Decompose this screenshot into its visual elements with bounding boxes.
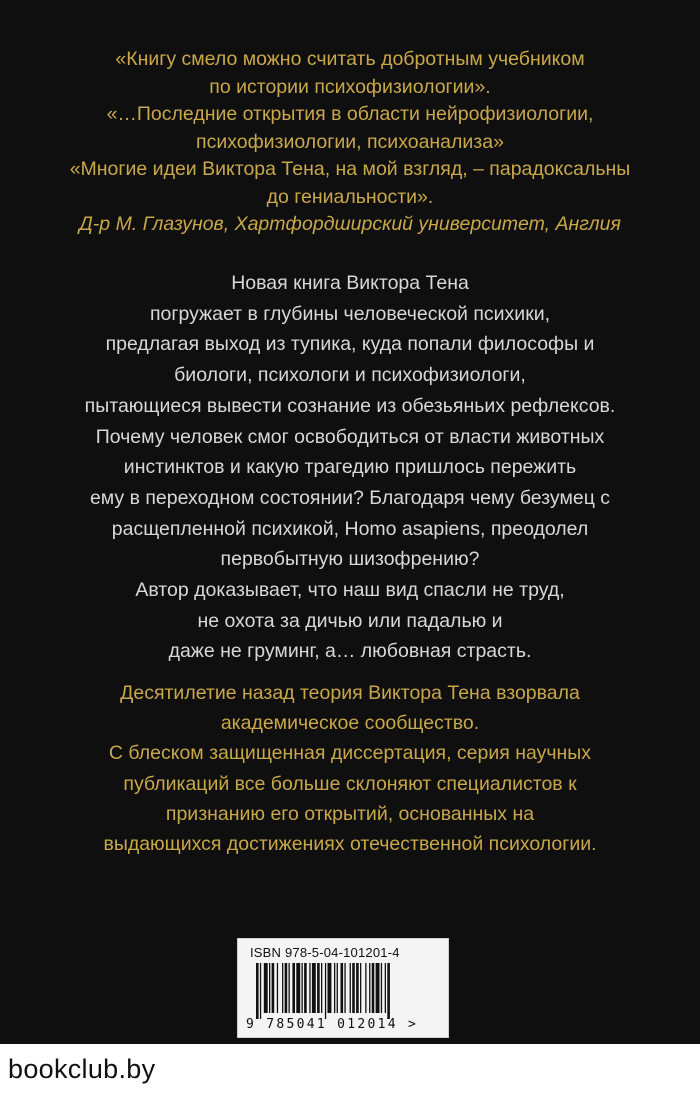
quote-line: «Многие идеи Виктора Тена, на мой взгляд, – парадоксальны — [69, 158, 631, 180]
highlight-line: Десятилетие назад теория Виктора Тена взорвала — [120, 682, 580, 704]
barcode-bar — [282, 963, 283, 1013]
review-quotes — [0, 46, 700, 239]
barcode-bar — [337, 963, 338, 1013]
barcode-digits: 9 785041 012014 > — [246, 1017, 419, 1032]
barcode-bar — [304, 963, 307, 1013]
description-line: Новая книга Виктора Тена — [231, 272, 469, 294]
barcode-bar — [376, 963, 380, 1013]
barcode-bar — [302, 963, 303, 1013]
barcode-bar — [334, 963, 335, 1013]
barcode-bar — [289, 963, 290, 1013]
isbn-barcode-box — [237, 938, 449, 1038]
description-line: предлагая выход из тупика, куда попали философы и — [105, 333, 595, 356]
description-line: первобытную шизофрению? — [220, 548, 480, 571]
description-line: не охота за дичью или падалью и — [197, 609, 503, 632]
highlight-line: С блеском защищенная диссертация, серия научных — [108, 742, 592, 765]
quote-line: по истории психофизиологии». — [209, 75, 491, 98]
description-line: Автор доказывает, что наш вид спасли не труд, — [135, 579, 565, 602]
barcode-bar — [350, 963, 351, 1013]
description-line: Почему человек смог освободиться от власти животных — [95, 425, 605, 448]
barcode-bar — [277, 963, 278, 1013]
barcode-bar — [372, 963, 375, 1013]
highlight-line: академическое сообщество. — [220, 712, 480, 735]
barcode-bar — [260, 963, 261, 1019]
barcode-bar — [272, 963, 275, 1013]
barcode-bar — [328, 963, 332, 1013]
barcode-bar — [325, 963, 326, 1019]
barcode-bar — [344, 963, 345, 1013]
barcode-bar — [312, 963, 316, 1013]
description-line: погружает в глубины человеческой психики, — [149, 302, 551, 325]
description-line: даже не груминг, а… любовная страсть. — [168, 640, 532, 663]
barcode-bar — [381, 963, 382, 1013]
highlight-line: выдающихся достижениях отечественной психологии. — [103, 833, 597, 856]
description-line: инстинктов и какую трагедию пришлось пережить — [123, 456, 577, 479]
barcode-bar — [264, 963, 268, 1013]
barcode-bar — [369, 963, 370, 1013]
description-line: ему в переходном состоянии? Благодаря чему безумец с — [89, 486, 611, 509]
barcode-bar — [387, 963, 390, 1019]
barcode-bar — [269, 963, 270, 1013]
site-footer — [0, 1044, 700, 1100]
quote-line: до гениальности». — [266, 185, 434, 208]
quote-line: «…Последние открытия в области нейрофизиологии, — [106, 103, 594, 125]
barcode-bar — [352, 963, 355, 1013]
barcode-bar — [296, 963, 300, 1013]
quote-line: психофизиологии, психоанализа» — [196, 130, 504, 153]
isbn-label: ISBN 978-5-04-101201-4 — [250, 945, 400, 960]
barcode-bar — [365, 963, 366, 1013]
quote-attribution: Д-р М. Глазунов, Хартфордширский университет, Англия — [79, 213, 621, 235]
description-line: пытающиеся вывести сознание из обезьяньих рефлексов. — [84, 394, 616, 417]
barcode-bar — [360, 963, 361, 1013]
site-watermark: bookclub.by — [8, 1054, 156, 1084]
barcode-bar — [356, 963, 359, 1013]
highlight-line: признанию его открытий, основанных на — [165, 802, 535, 825]
highlight-line: публикаций все больше склоняют специалистов к — [123, 772, 577, 795]
quote-line: «Книгу смело можно считать добротным учебником — [115, 48, 585, 70]
barcode-icon — [256, 963, 432, 1019]
barcode-bar — [321, 963, 322, 1013]
barcode-bar — [285, 963, 288, 1013]
barcode-bar — [256, 963, 259, 1019]
barcode-bar — [385, 963, 386, 1013]
description-line: расщепленной психикой, Homo asapiens, преодолел — [111, 517, 589, 540]
description-line: биологи, психологи и психофизиологи, — [174, 364, 526, 387]
barcode-bar — [341, 963, 344, 1013]
barcode-bar — [317, 963, 320, 1013]
author-highlight — [0, 678, 700, 859]
barcode-bar — [292, 963, 295, 1013]
book-description — [0, 268, 700, 667]
barcode-bar — [309, 963, 310, 1013]
